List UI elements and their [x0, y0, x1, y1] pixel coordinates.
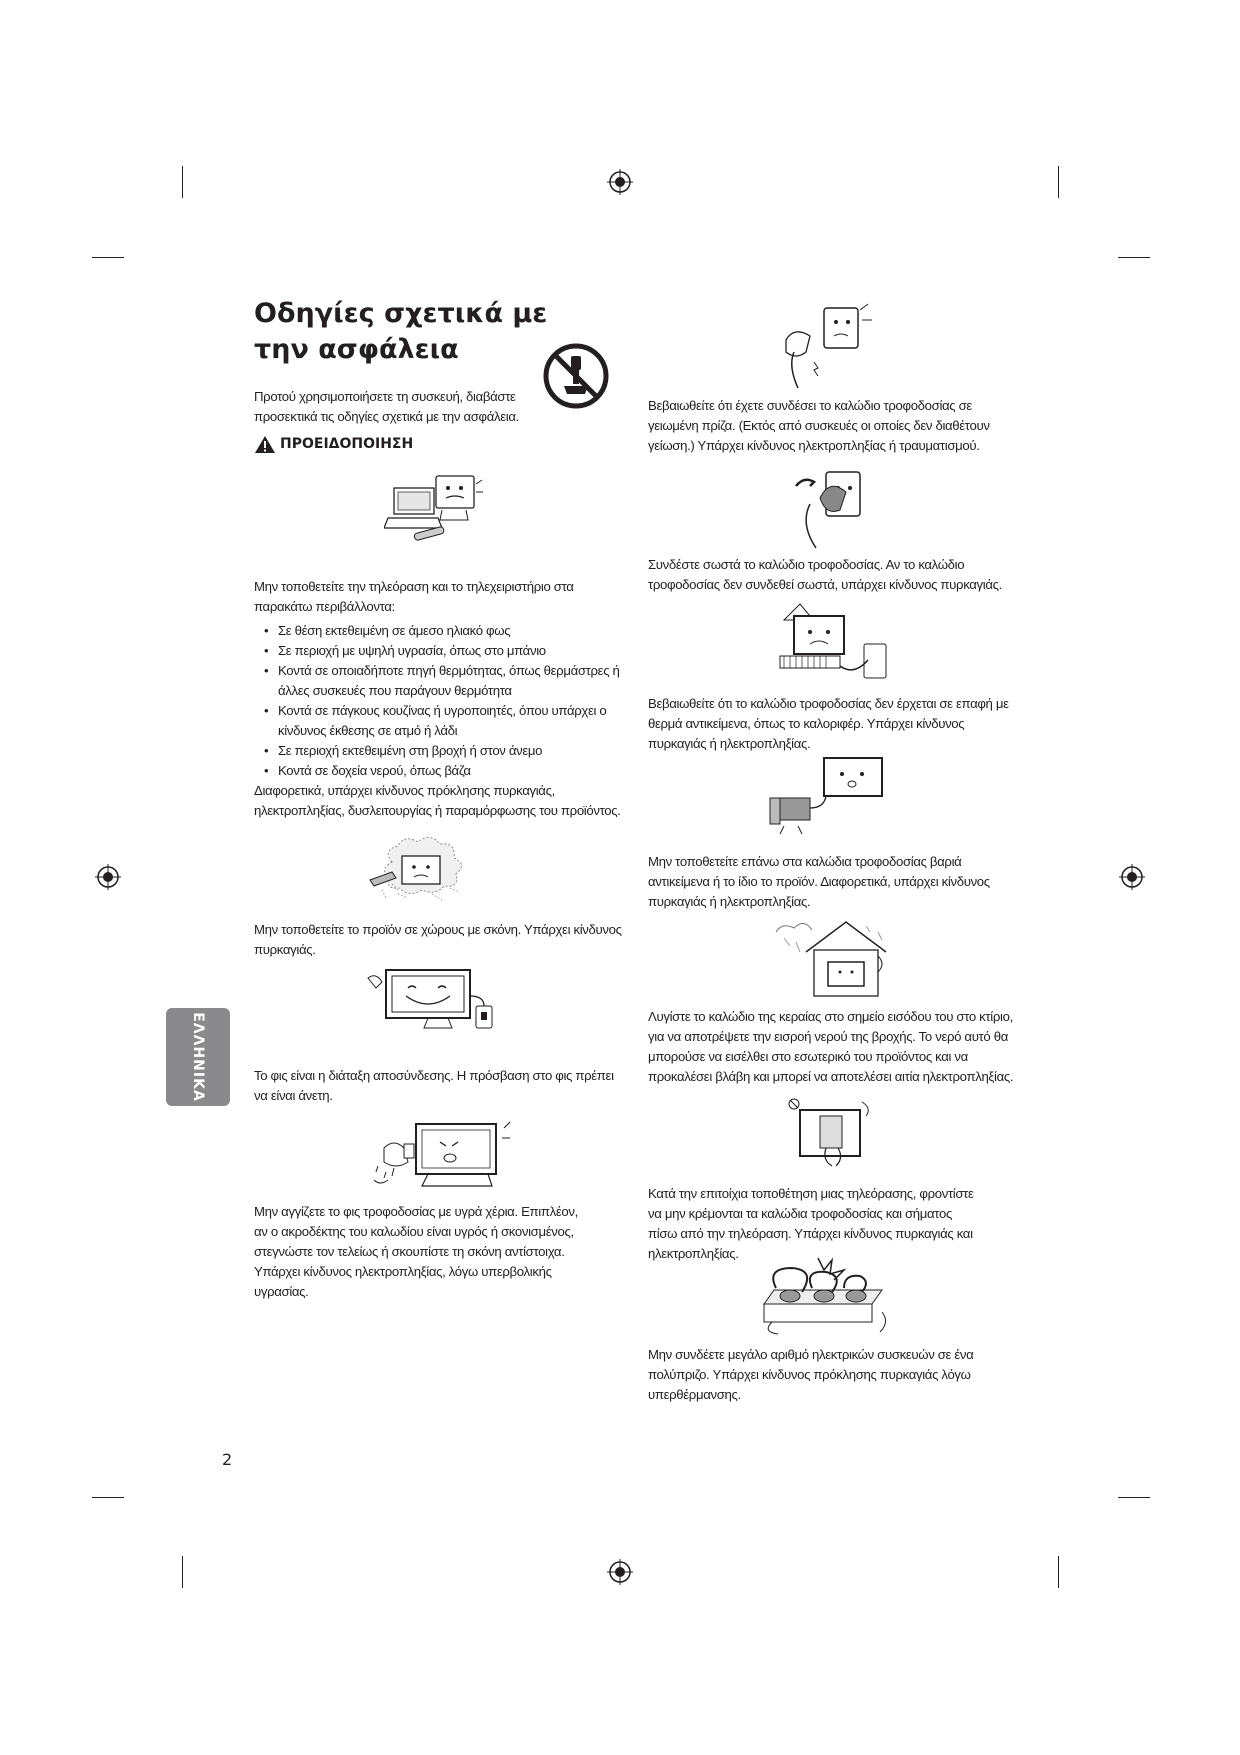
environments-outro: Διαφορετικά, υπάρχει κίνδυνος πρόκλησης πυρκαγιάς, ηλεκτροπληξίας, δυσλειτουργίας ή παραμόρφωσης του προϊόντος.: [254, 783, 621, 818]
language-tab: [166, 1008, 230, 1106]
page-number: 2: [222, 1450, 233, 1469]
crop-mark: [182, 1556, 183, 1588]
warning-heading: [254, 434, 413, 454]
list-item: • Σε θέση εκτεθειμένη σε άμεσο ηλιακό φως: [254, 621, 624, 641]
crop-mark: [1058, 1556, 1059, 1588]
warning-triangle-icon: [254, 435, 276, 454]
connect-plug-illustration: [790, 464, 872, 550]
wall-mount-text: Κατά την επιτοίχια τοποθέτηση μιας τηλεόρασης, φροντίστε να μην κρέμονται τα καλώδια τροφοδοσίας και σήματος πίσω από την τηλεόραση. Υπάρχει κίνδυνος πυρκαγιάς και ηλεκτροπληξίας.: [648, 1186, 974, 1261]
list-item: • Κοντά σε πάγκους κουζίνας ή υγροποιητές, όπου υπάρχει ο κίνδυνος έκθεσης σε ατμό ή λάδι: [254, 701, 624, 741]
wet-hands-text: Μην αγγίζετε το φις τροφοδοσίας με υγρά χέρια. Επιπλέον, αν ο ακροδέκτης του καλωδίου είναι υγρός ή σκονισμένος, στεγνώστε τον τελείως ή σκουπίστε τη σκόνη αντίστοιχα. Υπάρχει κίνδυνος ηλεκτροπληξίας, λόγω υπερβολικής υγρασίας.: [254, 1204, 578, 1299]
crop-mark: [1058, 166, 1059, 198]
grounded-socket-illustration: [776, 300, 876, 390]
wet-hands-illustration: [364, 1114, 512, 1192]
warning-label: ΠΡΟΕΙΔΟΠΟΙΗΣΗ: [280, 436, 414, 452]
heavy-objects-text: Μην τοποθετείτε επάνω στα καλώδια τροφοδοσίας βαριά αντικείμενα ή το ίδιο το προϊόν. Διαφορετικά, υπάρχει κίνδυνος πυρκαγιάς ή ηλεκτροπληξίας.: [648, 854, 990, 909]
list-item: • Κοντά σε δοχεία νερού, όπως βάζα: [254, 761, 624, 781]
plug-disconnect-illustration: [366, 966, 504, 1038]
connect-properly-text: Συνδέστε σωστά το καλώδιο τροφοδοσίας. Αν το καλώδιο τροφοδοσίας δεν συνδεθεί σωστά, υπάρχει κίνδυνος πυρκαγιάς.: [648, 557, 1002, 592]
list-item: • Κοντά σε οποιαδήποτε πηγή θερμότητας, όπως θερμάστρες ή άλλες συσκευές που παράγουν θερμότητα: [254, 661, 624, 701]
power-strip-illustration: [752, 1252, 892, 1336]
crop-mark: [1118, 257, 1150, 258]
heater-cable-illustration: [770, 600, 892, 684]
heat-contact-text: Βεβαιωθείτε ότι το καλώδιο τροφοδοσίας δεν έρχεται σε επαφή με θερμά αντικείμενα, όπως το καλοριφέρ. Υπάρχει κίνδυνος πυρκαγιάς ή ηλεκτροπληξίας.: [648, 696, 1009, 751]
environment-list: [254, 621, 624, 781]
registration-mark-icon: [607, 1559, 633, 1585]
list-item: • Σε περιοχή με υψηλή υγρασία, όπως στο μπάνιο: [254, 641, 624, 661]
page-title: Οδηγίες σχετικά με την ασφάλεια: [254, 298, 548, 365]
registration-mark-icon: [95, 864, 121, 890]
list-item: • Σε περιοχή εκτεθειμένη στη βροχή ή στον άνεμο: [254, 741, 624, 761]
language-tab-label: ΕΛΛΗΝΙΚΑ: [190, 1012, 206, 1102]
plug-disconnect-text: Το φις είναι η διάταξη αποσύνδεσης. Η πρόσβαση στο φις πρέπει να είναι άνετη.: [254, 1068, 614, 1103]
no-disassembly-icon: [542, 342, 610, 410]
heavy-object-illustration: [764, 752, 892, 838]
crop-mark: [92, 1497, 124, 1498]
wall-mount-illustration: [786, 1094, 876, 1170]
power-strip-text: Μην συνδέετε μεγάλο αριθμό ηλεκτρικών συσκευών σε ένα πολύπριζο. Υπάρχει κίνδυνος πρόκλησης πυρκαγιάς λόγω υπερθέρμανσης.: [648, 1347, 974, 1402]
dust-illustration: [362, 834, 482, 908]
tv-remote-illustration: [384, 470, 486, 546]
crop-mark: [92, 257, 124, 258]
registration-mark-icon: [607, 169, 633, 195]
environments-intro: Μην τοποθετείτε την τηλεόραση και το τηλεχειριστήριο στα παρακάτω περιβάλλοντα:: [254, 579, 574, 614]
registration-mark-icon: [1119, 864, 1145, 890]
grounded-text: Βεβαιωθείτε ότι έχετε συνδέσει το καλώδιο τροφοδοσίας σε γειωμένη πρίζα. (Εκτός από συσκευές οι οποίες δεν διαθέτουν γείωση.) Υπάρχει κίνδυνος ηλεκτροπληξίας ή τραυματισμού.: [648, 398, 990, 453]
crop-mark: [182, 166, 183, 198]
dust-text: Μην τοποθετείτε το προϊόν σε χώρους με σκόνη. Υπάρχει κίνδυνος πυρκαγιάς.: [254, 922, 622, 957]
antenna-house-illustration: [766, 916, 892, 1000]
crop-mark: [1118, 1497, 1150, 1498]
intro-text: Προτού χρησιμοποιήσετε τη συσκευή, διαβάστε προσεκτικά τις οδηγίες σχετικά με την ασφάλεια.: [254, 389, 519, 424]
antenna-text: Λυγίστε το καλώδιο της κεραίας στο σημείο εισόδου του στο κτίριο, για να αποτρέψετε την εισροή νερού της βροχής. Το νερό αυτό θα μπορούσε να εισέλθει στο εσωτερικό του προϊόντος και να προκαλέσει βλάβη και μπορεί να αποτελέσει αιτία ηλεκτροπληξίας.: [648, 1009, 1014, 1084]
environment-section: [254, 577, 624, 821]
